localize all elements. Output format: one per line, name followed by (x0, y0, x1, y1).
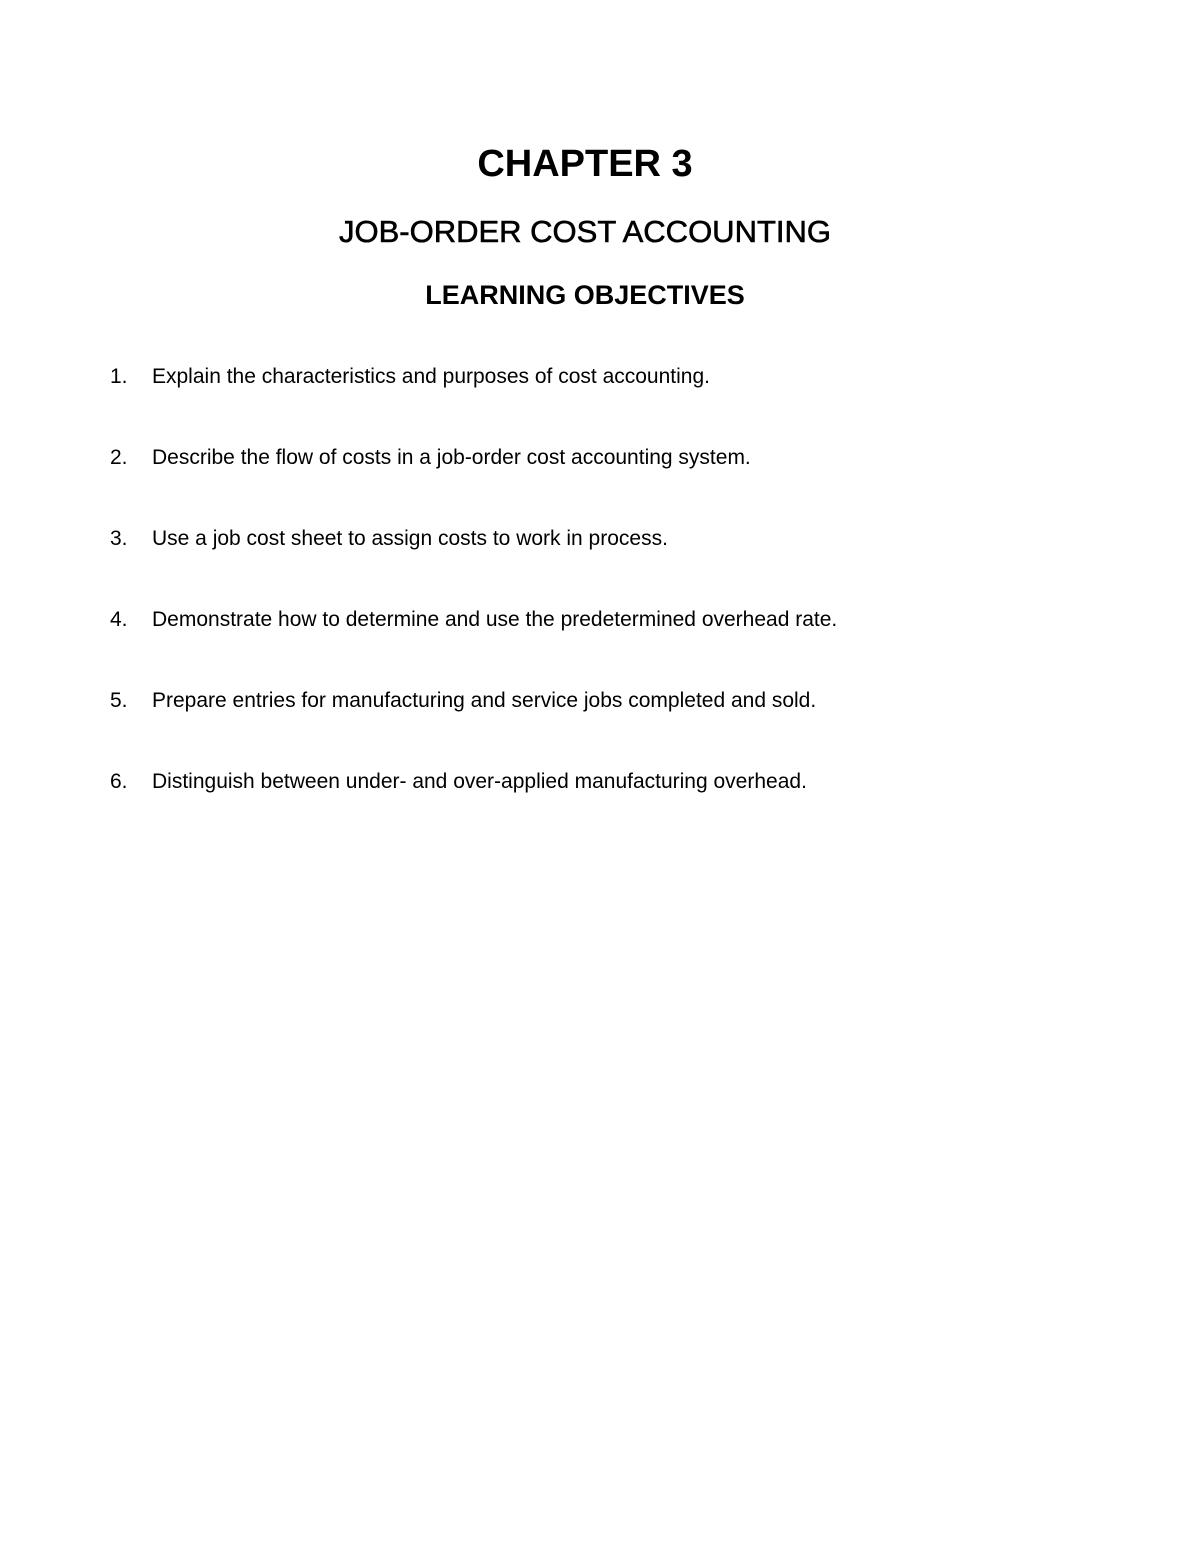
list-item (0, 524, 1000, 554)
list-item-text: Use a job cost sheet to assign costs to work in process. (152, 527, 668, 550)
learning-objectives-heading: LEARNING OBJECTIVES (425, 280, 745, 310)
list-item-number: 3. (110, 527, 128, 550)
list-item (0, 362, 1000, 392)
list-item (0, 443, 1000, 473)
chapter-title: JOB-ORDER COST ACCOUNTING (338, 214, 832, 249)
list-item-text: Describe the flow of costs in a job-order cost accounting system. (152, 446, 751, 469)
list-item-number: 4. (110, 608, 128, 631)
list-item-text: Distinguish between under- and over-applied manufacturing overhead. (152, 770, 807, 793)
list-item (0, 686, 1000, 716)
list-item-number: 5. (110, 689, 128, 712)
list-item-number: 1. (110, 365, 128, 388)
list-item-number: 6. (110, 770, 128, 793)
list-item-text: Demonstrate how to determine and use the predetermined overhead rate. (152, 608, 838, 631)
list-item-text: Prepare entries for manufacturing and service jobs completed and sold. (152, 689, 817, 712)
list-item (0, 767, 1000, 797)
list-item-text: Explain the characteristics and purposes of cost accounting. (152, 365, 710, 388)
chapter-number: CHAPTER 3 (477, 143, 693, 185)
list-item-number: 2. (110, 446, 128, 469)
list-item (0, 605, 1000, 635)
